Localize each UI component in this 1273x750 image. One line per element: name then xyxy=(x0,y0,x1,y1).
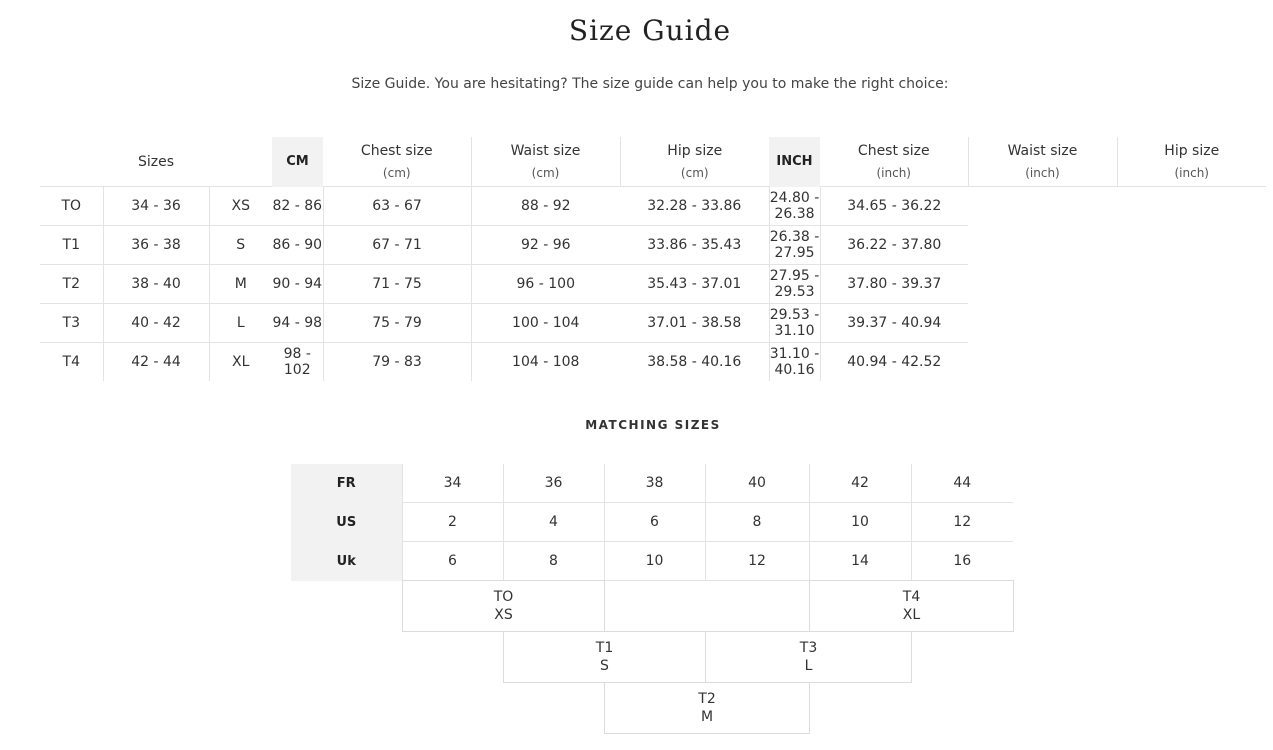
matching-value: 2 xyxy=(402,503,503,542)
matching-value: 4 xyxy=(503,503,604,542)
matching-row-label: FR xyxy=(291,464,402,503)
chest-cm-value: 82 - 86 xyxy=(272,187,323,226)
matching-value: 36 xyxy=(503,464,604,503)
size-eu: 38 - 40 xyxy=(103,265,209,304)
hip-cm-value: 88 - 92 xyxy=(471,187,620,226)
size-range-code: T1 xyxy=(595,640,614,656)
size-code: T4 xyxy=(62,354,80,370)
hip-inch-value: 40.94 - 42.52 xyxy=(820,343,968,382)
hip-cm-value: 100 - 104 xyxy=(471,304,620,343)
matching-row-uk xyxy=(291,542,1013,581)
size-range-t3 xyxy=(705,631,912,683)
matching-value: 40 xyxy=(705,464,809,503)
size-eu: 40 - 42 xyxy=(103,304,209,343)
waist-cm-value: 75 - 79 xyxy=(323,304,471,343)
size-code: T3 xyxy=(40,304,103,343)
matching-row-label: US xyxy=(291,503,402,542)
chest-cm-header: Chest size (cm) xyxy=(323,137,471,187)
chest-inch-value: 38.58 - 40.16 xyxy=(647,354,742,370)
matching-value: 34 xyxy=(402,464,503,503)
waist-cm-header: Waist size (cm) xyxy=(471,137,620,187)
chest-inch-value: 37.01 - 38.58 xyxy=(620,304,769,343)
chest-inch-value: 35.43 - 37.01 xyxy=(620,265,769,304)
hip-inch-value: 39.37 - 40.94 xyxy=(820,304,968,343)
matching-row-us xyxy=(291,503,1013,542)
hip-inch-value: 34.65 - 36.22 xyxy=(820,187,968,226)
sizes-header: Sizes xyxy=(40,137,272,187)
matching-value: 6 xyxy=(402,542,503,581)
hip-cm-value: 92 - 96 xyxy=(471,226,620,265)
size-letter: S xyxy=(209,226,272,265)
size-letter: XL xyxy=(209,343,272,382)
hip-inch-header: Hip size (inch) xyxy=(1117,137,1266,187)
size-range-letter: M xyxy=(700,709,714,725)
waist-inch-header: Waist size (inch) xyxy=(968,137,1117,187)
page-title: Size Guide xyxy=(568,14,732,47)
hip-inch-value: 36.22 - 37.80 xyxy=(820,226,968,265)
size-range-code: T4 xyxy=(902,589,921,605)
size-range-t1 xyxy=(503,631,706,683)
matching-sizes-title: MATCHING SIZES xyxy=(585,418,721,432)
matching-value: 42 xyxy=(809,464,911,503)
size-letter: L xyxy=(209,304,272,343)
chest-cm-value: 86 - 90 xyxy=(272,226,323,265)
size-row-t2 xyxy=(40,265,1266,304)
waist-cm-value: 67 - 71 xyxy=(323,226,471,265)
matching-value: 10 xyxy=(604,542,705,581)
size-letter: M xyxy=(209,265,272,304)
hip-cm-value: 96 - 100 xyxy=(471,265,620,304)
size-range-letter: S xyxy=(600,658,609,674)
size-eu: 42 - 44 xyxy=(103,343,209,382)
size-letter: XS xyxy=(209,187,272,226)
size-range-code: T3 xyxy=(799,640,818,656)
chest-inch-header: Chest size (inch) xyxy=(820,137,968,187)
matching-value: 12 xyxy=(911,503,1013,542)
matching-value: 6 xyxy=(604,503,705,542)
size-eu: 36 - 38 xyxy=(103,226,209,265)
size-range-letter: XS xyxy=(494,607,513,623)
size-range-code: T2 xyxy=(698,691,716,707)
matching-value: 8 xyxy=(705,503,809,542)
waist-inch-value: 31.10 - 40.16 xyxy=(769,343,820,382)
size-row-to xyxy=(40,187,1266,226)
size-row-t4 xyxy=(40,343,1266,382)
size-range-letter: XL xyxy=(902,607,921,623)
inch-unit-label: INCH xyxy=(769,137,820,187)
size-range-letter: L xyxy=(804,658,813,674)
waist-cm-value: 71 - 75 xyxy=(323,265,471,304)
size-code: T1 xyxy=(40,226,103,265)
matching-row-fr xyxy=(291,464,1013,503)
chest-cm-value: 90 - 94 xyxy=(272,265,323,304)
size-range-t4 xyxy=(809,580,1014,632)
hip-cm-value: 104 - 108 xyxy=(471,343,620,382)
waist-cm-value: 63 - 67 xyxy=(323,187,471,226)
waist-inch-value: 27.95 - 29.53 xyxy=(769,265,820,304)
size-eu: 34 - 36 xyxy=(103,187,209,226)
waist-cm-value: 79 - 83 xyxy=(323,343,471,382)
matching-value: 10 xyxy=(809,503,911,542)
matching-value: 44 xyxy=(911,464,1013,503)
size-code: T2 xyxy=(40,265,103,304)
size-code: TO xyxy=(40,187,103,226)
size-range-code: TO xyxy=(493,589,514,605)
size-range-to xyxy=(402,580,605,632)
hip-inch-value: 37.80 - 39.37 xyxy=(820,265,968,304)
matching-value: 16 xyxy=(911,542,1013,581)
matching-value: 8 xyxy=(503,542,604,581)
matching-row-label: Uk xyxy=(291,542,402,581)
page-subtitle: Size Guide. You are hesitating? The size guide can help you to make the right choice: xyxy=(351,76,949,92)
size-table xyxy=(40,137,1266,381)
size-row-t3 xyxy=(40,304,1266,343)
chest-cm-value: 94 - 98 xyxy=(272,304,323,343)
waist-inch-value: 29.53 - 31.10 xyxy=(769,304,820,343)
cm-unit-label: CM xyxy=(272,137,323,187)
matching-value: 38 xyxy=(604,464,705,503)
size-table-header-row xyxy=(40,137,1266,187)
matching-value: 12 xyxy=(705,542,809,581)
matching-sizes-table xyxy=(291,464,1013,581)
chest-inch-value: 33.86 - 35.43 xyxy=(620,226,769,265)
chest-inch-value: 32.28 - 33.86 xyxy=(620,187,769,226)
size-row-t1 xyxy=(40,226,1266,265)
hip-cm-header: Hip size (cm) xyxy=(620,137,769,187)
waist-inch-value: 24.80 - 26.38 xyxy=(769,187,820,226)
matching-value: 14 xyxy=(809,542,911,581)
chest-cm-value: 98 - 102 xyxy=(283,346,311,378)
waist-inch-value: 26.38 - 27.95 xyxy=(769,226,820,265)
size-range-t2 xyxy=(604,682,810,734)
